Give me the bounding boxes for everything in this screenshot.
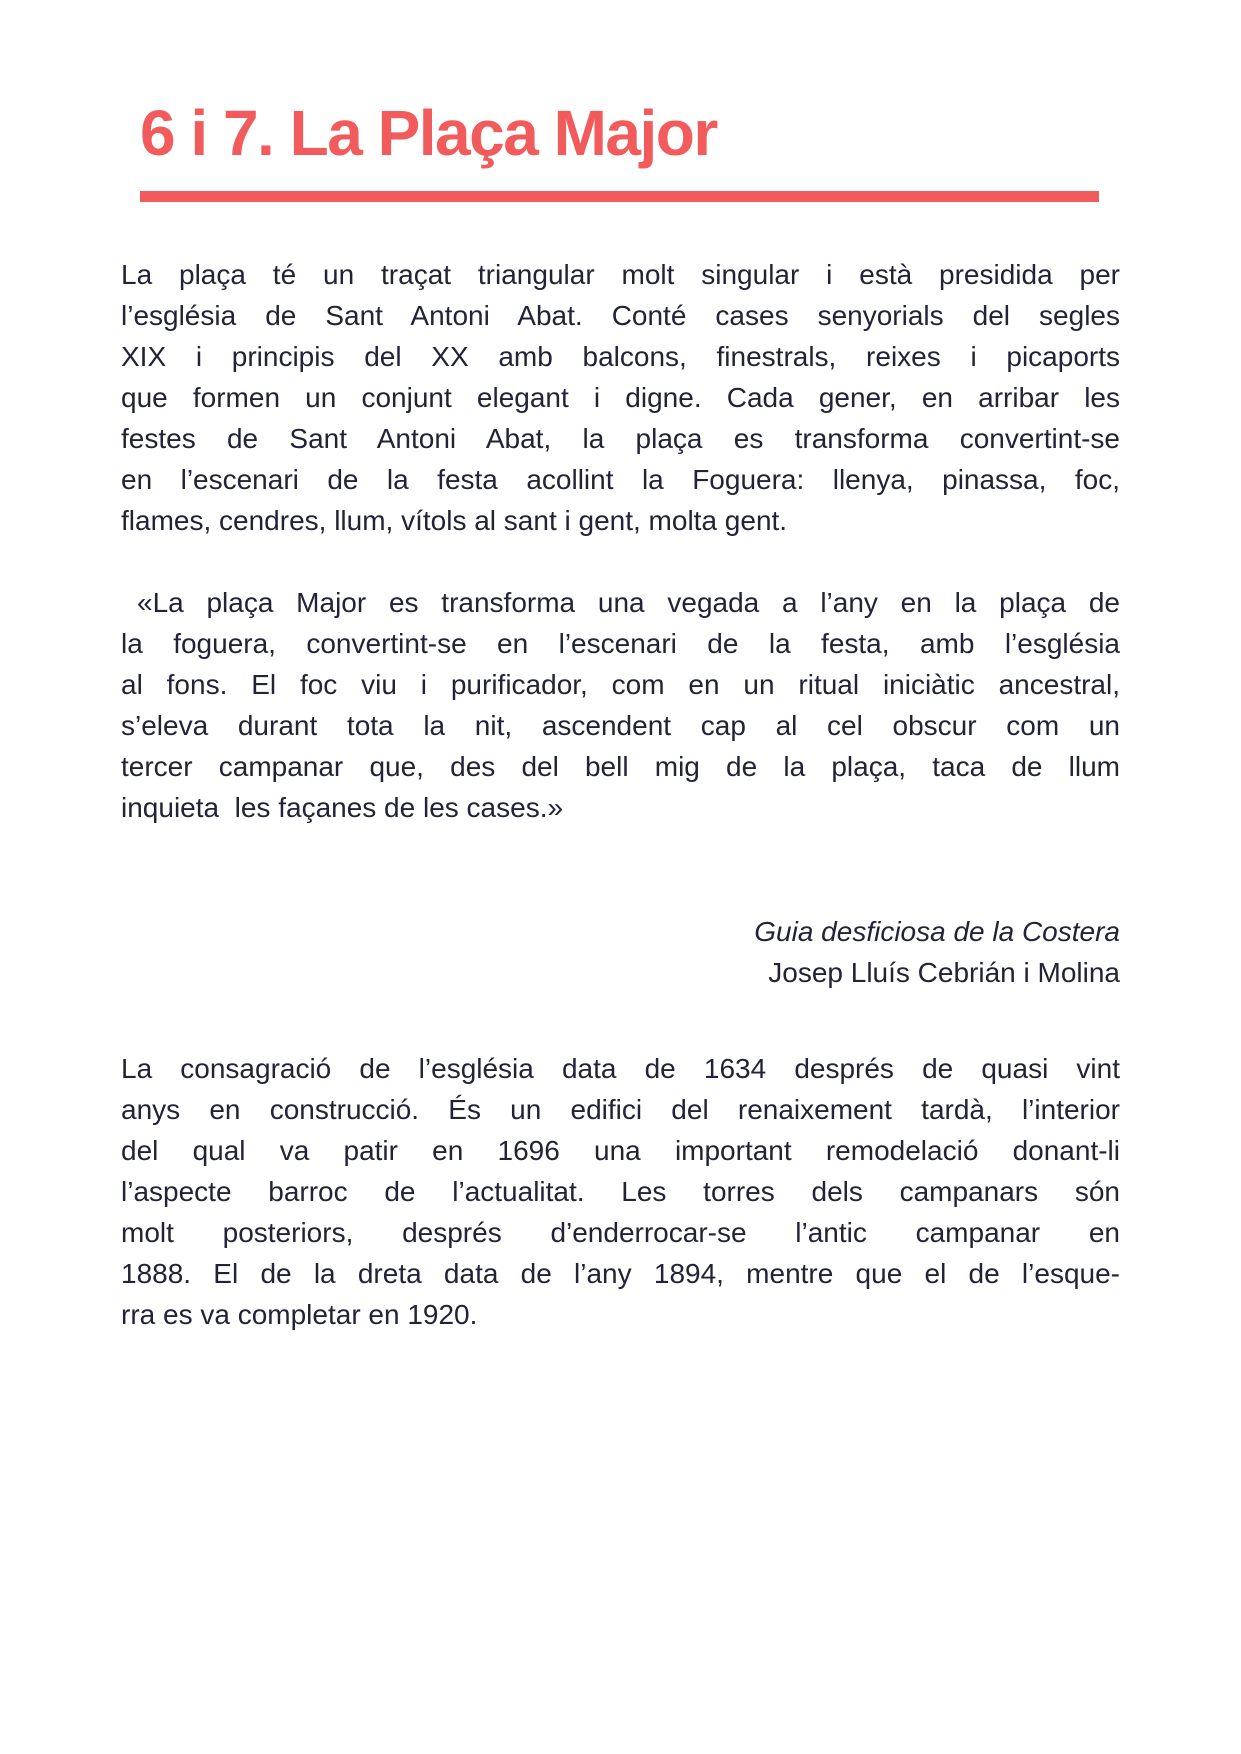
page-title: 6 i 7. La Plaça Major [140,97,717,169]
text-line: inquieta les façanes de les cases.» [121,792,564,824]
text-line: La consagració de l’església data de 1634 després de quasi vint [121,1053,1120,1085]
text-line: tercer campanar que, des del bell mig de la plaça, taca de llum [121,751,1120,783]
text-line: al fons. El foc viu i purificador, com en un ritual iniciàtic ancestral, [121,669,1120,701]
quote-attribution [121,911,1120,993]
paragraph-quote [121,582,1120,828]
attribution-author: Josep Lluís Cebrián i Molina [768,957,1120,989]
text-line: en l’escenari de la festa acollint la Foguera: llenya, pinassa, foc, [121,464,1120,496]
title-underline-bar [140,191,1099,202]
text-line: flames, cendres, llum, vítols al sant i gent, molta gent. [121,505,788,537]
text-line: La plaça té un traçat triangular molt singular i està presidida per [121,259,1120,291]
paragraph-intro [121,254,1120,541]
text-line: s’eleva durant tota la nit, ascendent cap al cel obscur com un [121,710,1120,742]
text-line: rra es va completar en 1920. [121,1299,478,1331]
text-line: anys en construcció. És un edifici del renaixement tardà, l’interior [121,1094,1120,1126]
text-line: 1888. El de la dreta data de l’any 1894, mentre que el de l’esque- [121,1258,1120,1290]
paragraph-history [121,1048,1120,1335]
text-line: l’aspecte barroc de l’actualitat. Les torres dels campanars són [121,1176,1120,1208]
text-line: festes de Sant Antoni Abat, la plaça es transforma convertint-se [121,423,1120,455]
attribution-work-title: Guia desficiosa de la Costera [754,916,1120,948]
text-line: del qual va patir en 1696 una important remodelació donant-li [121,1135,1120,1167]
text-line: la foguera, convertint-se en l’escenari de la festa, amb l’església [121,628,1120,660]
text-line: XIX i principis del XX amb balcons, finestrals, reixes i picaports [121,341,1120,373]
text-line: l’església de Sant Antoni Abat. Conté cases senyorials del segles [121,300,1120,332]
text-line: que formen un conjunt elegant i digne. Cada gener, en arribar les [121,382,1120,414]
text-line: molt posteriors, després d’enderrocar-se l’antic campanar en [121,1217,1120,1249]
text-line: «La plaça Major es transforma una vegada a l’any en la plaça de [137,587,1120,619]
